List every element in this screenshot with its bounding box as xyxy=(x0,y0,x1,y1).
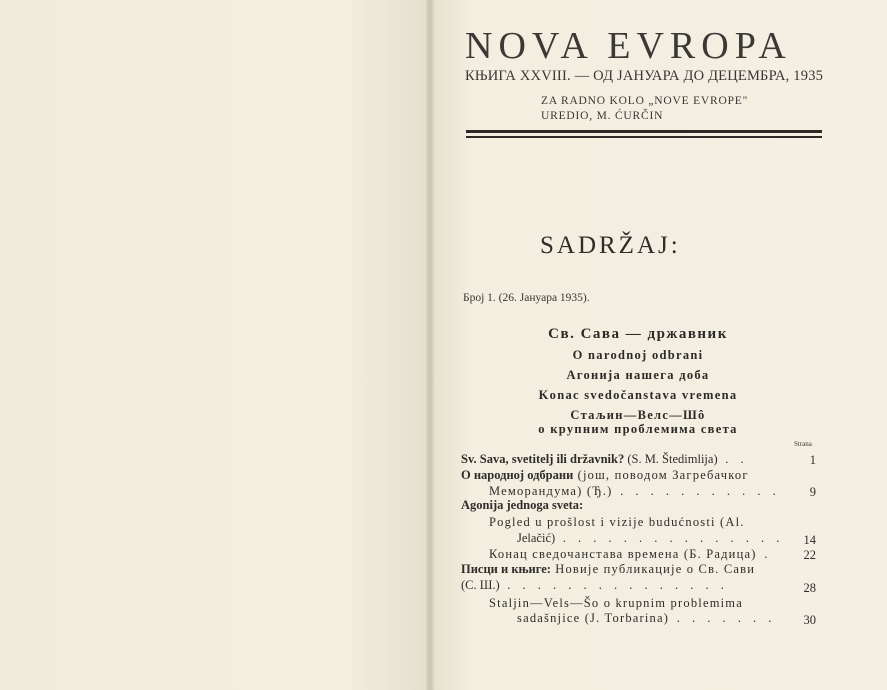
toc-entry-1-page: 1 xyxy=(809,453,816,467)
editor-line: UREDIO, M. ĆURČIN xyxy=(541,110,664,122)
book-gutter xyxy=(426,0,434,690)
toc-entry-5-title: Писци и књиге: xyxy=(461,562,551,576)
toc-entry-3-dots: . . . . . . . . . . . . . . . xyxy=(555,531,784,545)
toc-entry-6-dots: . . . . . . . xyxy=(669,611,776,625)
toc-entry-6-line1: Staljin—Vels—Šo o krupnim problemima xyxy=(489,596,743,610)
feature-heading-5: Стаљин—Велс—Шô xyxy=(570,408,706,422)
toc-entry-5-page: 28 xyxy=(803,581,816,595)
journal-title: NOVA EVROPA xyxy=(465,25,792,67)
toc-entry-3 xyxy=(461,498,583,513)
toc-entry-4-dots: . xyxy=(756,547,772,561)
issue-line: Број 1. (26. Јануара 1935). xyxy=(463,292,590,304)
editorial-line: ZA RADNO KOLO „NOVE EVROPE" xyxy=(541,95,749,107)
toc-entry-1-dots: . . xyxy=(717,452,749,466)
toc-entry-4-title: Конац сведочанстава времена (Б. Радица) xyxy=(489,547,757,561)
contents-heading: SADRŽAJ: xyxy=(540,232,681,259)
feature-heading-1: Св. Сава — државник xyxy=(548,326,728,342)
toc-entry-6-line2 xyxy=(517,611,776,626)
toc-entry-5-author: (С. Ш.) xyxy=(461,578,500,592)
feature-heading-4: Konac svedočanstava vremena xyxy=(538,388,738,402)
toc-entry-3-page: 14 xyxy=(803,533,816,547)
toc-entry-2 xyxy=(461,468,749,483)
toc-entry-2-cont: Меморандума) (Ђ.) xyxy=(489,484,613,498)
toc-entry-2-dots: . . . . . . . . . . . xyxy=(612,484,781,498)
toc-entry-2-line2 xyxy=(489,484,780,499)
toc-entry-3-title: Agonija jednoga sveta: xyxy=(461,498,584,512)
toc-entry-6-page: 30 xyxy=(803,613,816,627)
toc-entry-5-line2 xyxy=(461,578,728,593)
toc-entry-5 xyxy=(461,562,755,577)
toc-entry-1-title: Sv. Sava, svetitelj ili državnik? xyxy=(461,452,625,466)
toc-entry-3-author: Jelačić) xyxy=(517,531,556,545)
toc-entry-6-author: sadašnjice (J. Torbarina) xyxy=(517,611,670,625)
toc-entry-3-line1: Pogled u prošlost i vizije budućnosti (Al. xyxy=(489,515,745,529)
feature-heading-2: O narodnoj odbrani xyxy=(572,348,704,362)
toc-entry-2-page: 9 xyxy=(809,485,816,499)
left-blank-page xyxy=(0,0,428,690)
masthead-rule-thin xyxy=(466,136,822,138)
toc-entry-4-page: 22 xyxy=(803,548,816,562)
toc-entry-1 xyxy=(461,452,748,467)
toc-entry-1-author: (S. M. Štedimlija) xyxy=(624,452,718,466)
toc-entry-5-rest: Новије публикације о Св. Сави xyxy=(550,562,756,576)
toc-entry-2-rest: (још, поводом Загребачког xyxy=(573,468,749,482)
toc-entry-2-title: O народној одбрани xyxy=(461,468,574,482)
volume-subtitle: КЊИГА XXVIII. — ОД ЈАНУАРА ДО ДЕЦЕМБРА, 1935 xyxy=(465,68,824,84)
feature-heading-6: о крупним проблемима света xyxy=(538,422,738,436)
page-column-label: Strana xyxy=(794,440,812,448)
toc-entry-4 xyxy=(489,547,772,562)
feature-heading-3: Агонија нашега доба xyxy=(566,368,710,382)
toc-entry-5-dots: . . . . . . . . . . . . . . . xyxy=(499,578,729,592)
toc-entry-3-line2 xyxy=(517,531,784,546)
masthead-rule-thick xyxy=(466,130,822,133)
